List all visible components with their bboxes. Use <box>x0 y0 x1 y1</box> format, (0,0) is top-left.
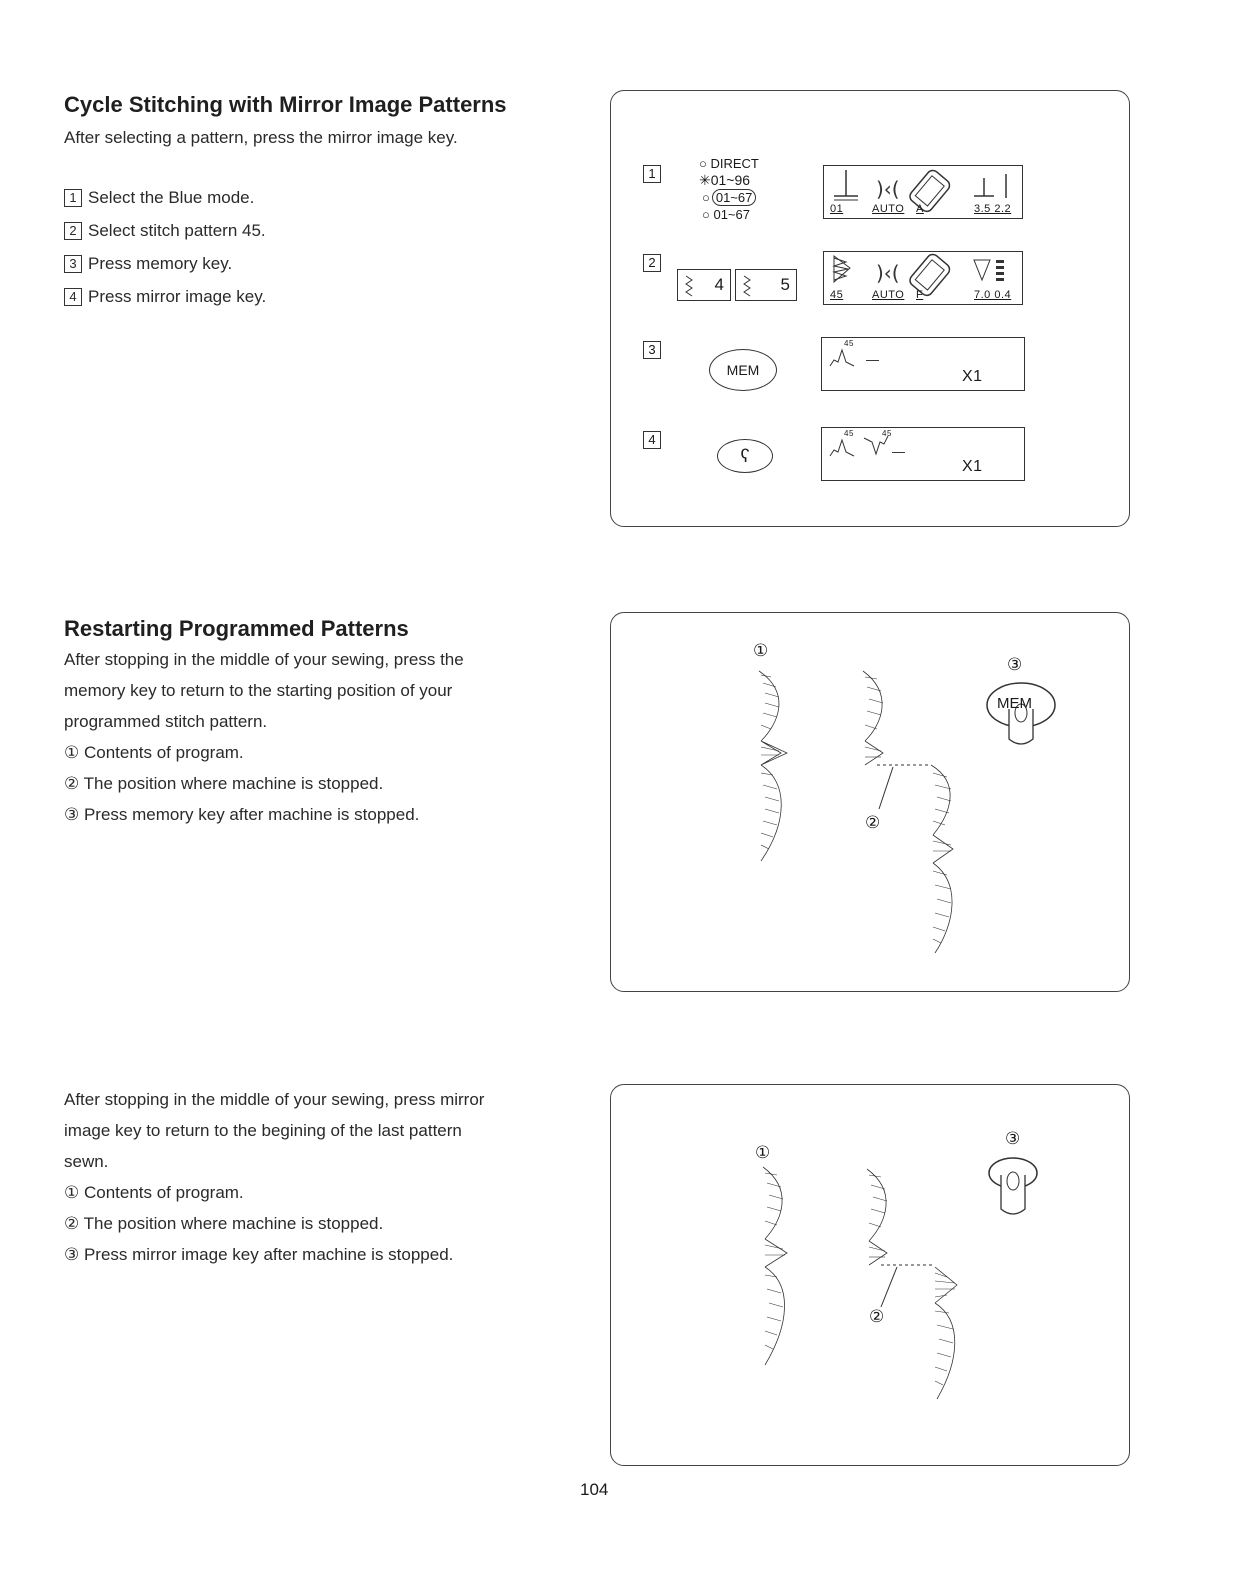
legend-item: ① Contents of program. <box>64 743 244 762</box>
figure-step-number: 4 <box>643 431 661 449</box>
memory-key[interactable]: MEM <box>709 349 777 391</box>
pattern-badge: 45 <box>844 429 854 438</box>
lcd-values: 7.0 0.4 <box>974 289 1012 301</box>
intro-text: After selecting a pattern, press the mirror image key. <box>64 128 458 147</box>
step-number: 4 <box>64 288 82 306</box>
legend-item: ② The position where machine is stopped. <box>64 1214 384 1233</box>
callout-contents-of-program: ① <box>753 641 769 660</box>
legend-item: ③ Press mirror image key after machine is stopped. <box>64 1245 454 1264</box>
legend-item: ③ Press memory key after machine is stopped. <box>64 805 420 824</box>
figure-step-number: 2 <box>643 254 661 272</box>
callout-press-key: ③ <box>1005 1129 1021 1148</box>
lcd-foot: F <box>916 289 924 301</box>
figure-step-number: 3 <box>643 341 661 359</box>
lcd-cursor: — <box>892 444 906 459</box>
stitch-illustration <box>611 1085 1131 1467</box>
legend-item: ① Contents of program. <box>64 1183 244 1202</box>
lcd-pattern-number: 01 <box>830 203 844 215</box>
selected-mode: 01~67 <box>712 189 757 206</box>
lcd-display-1 <box>823 165 1023 219</box>
figure-display-sequence <box>610 90 1130 527</box>
pattern-badge: 45 <box>882 429 892 438</box>
figure-step-number: 1 <box>643 165 661 183</box>
lcd-pattern-number: 45 <box>830 289 844 301</box>
figure-mirror-restart <box>610 1084 1130 1466</box>
zigzag-icon <box>684 274 694 298</box>
digit-key-4[interactable]: 4 <box>677 269 731 301</box>
step-item: 2 Select stitch pattern 45. <box>64 214 584 247</box>
lcd-count: X1 <box>962 458 983 475</box>
mirror-image-key[interactable]: ʕ <box>717 439 773 473</box>
legend-item: ② The position where machine is stopped. <box>64 774 384 793</box>
lcd-foot: A <box>916 203 924 215</box>
callout-stopped-position: ② <box>869 1307 885 1326</box>
step-item: 3 Press memory key. <box>64 247 584 280</box>
lcd-values: 3.5 2.2 <box>974 203 1012 215</box>
figure-memory-restart <box>610 612 1130 992</box>
step-number: 1 <box>64 189 82 207</box>
callout-stopped-position: ② <box>865 813 881 832</box>
callout-contents-of-program: ① <box>755 1143 771 1162</box>
step-number: 3 <box>64 255 82 273</box>
memory-key-label: MEM <box>997 695 1032 712</box>
section-title: Cycle Stitching with Mirror Image Patterns <box>64 92 507 117</box>
lcd-mode: AUTO <box>872 289 905 301</box>
lcd-display-2 <box>823 251 1023 305</box>
callout-press-key: ③ <box>1007 655 1023 674</box>
lcd-count: X1 <box>962 368 983 385</box>
lcd-display-3 <box>821 337 1025 391</box>
digit-key-5[interactable]: 5 <box>735 269 797 301</box>
lcd-display-4 <box>821 427 1025 481</box>
instructions: After stopping in the middle of your sewing, press mirror image key to return to the begining of the last pattern sewn. ① Contents of program. ② The position where machine is stopped. ③ Press mirror image key after machine is stopped. <box>64 1084 584 1270</box>
steps-list <box>64 181 584 313</box>
step-item: 4 Press mirror image key. <box>64 280 584 313</box>
mode-list: ○ DIRECT ✳01~96 ○ 01~67 ○ 01~67 <box>699 156 759 222</box>
zigzag-icon <box>742 274 752 298</box>
svg-text:)‹(: )‹( <box>876 177 900 201</box>
pattern-badge: 45 <box>844 339 854 348</box>
stitch-illustration <box>611 613 1131 993</box>
page-number: 104 <box>580 1480 609 1499</box>
lcd-cursor: — <box>866 352 880 367</box>
section-mirror-restart <box>64 1084 584 1270</box>
section-cycle-stitching <box>64 92 584 313</box>
section-restarting-patterns <box>64 616 584 830</box>
instructions: After stopping in the middle of your sewing, press the memory key to return to the starting position of your programmed stitch pattern. ① Contents of program. ② The position where machine is stopped. ③ Press memory key after machine is stopped. <box>64 644 584 830</box>
step-number: 2 <box>64 222 82 240</box>
lcd-mode: AUTO <box>872 203 905 215</box>
svg-text:)‹(: )‹( <box>876 261 900 285</box>
step-item: 1 Select the Blue mode. <box>64 181 584 214</box>
section-title: Restarting Programmed Patterns <box>64 616 409 641</box>
